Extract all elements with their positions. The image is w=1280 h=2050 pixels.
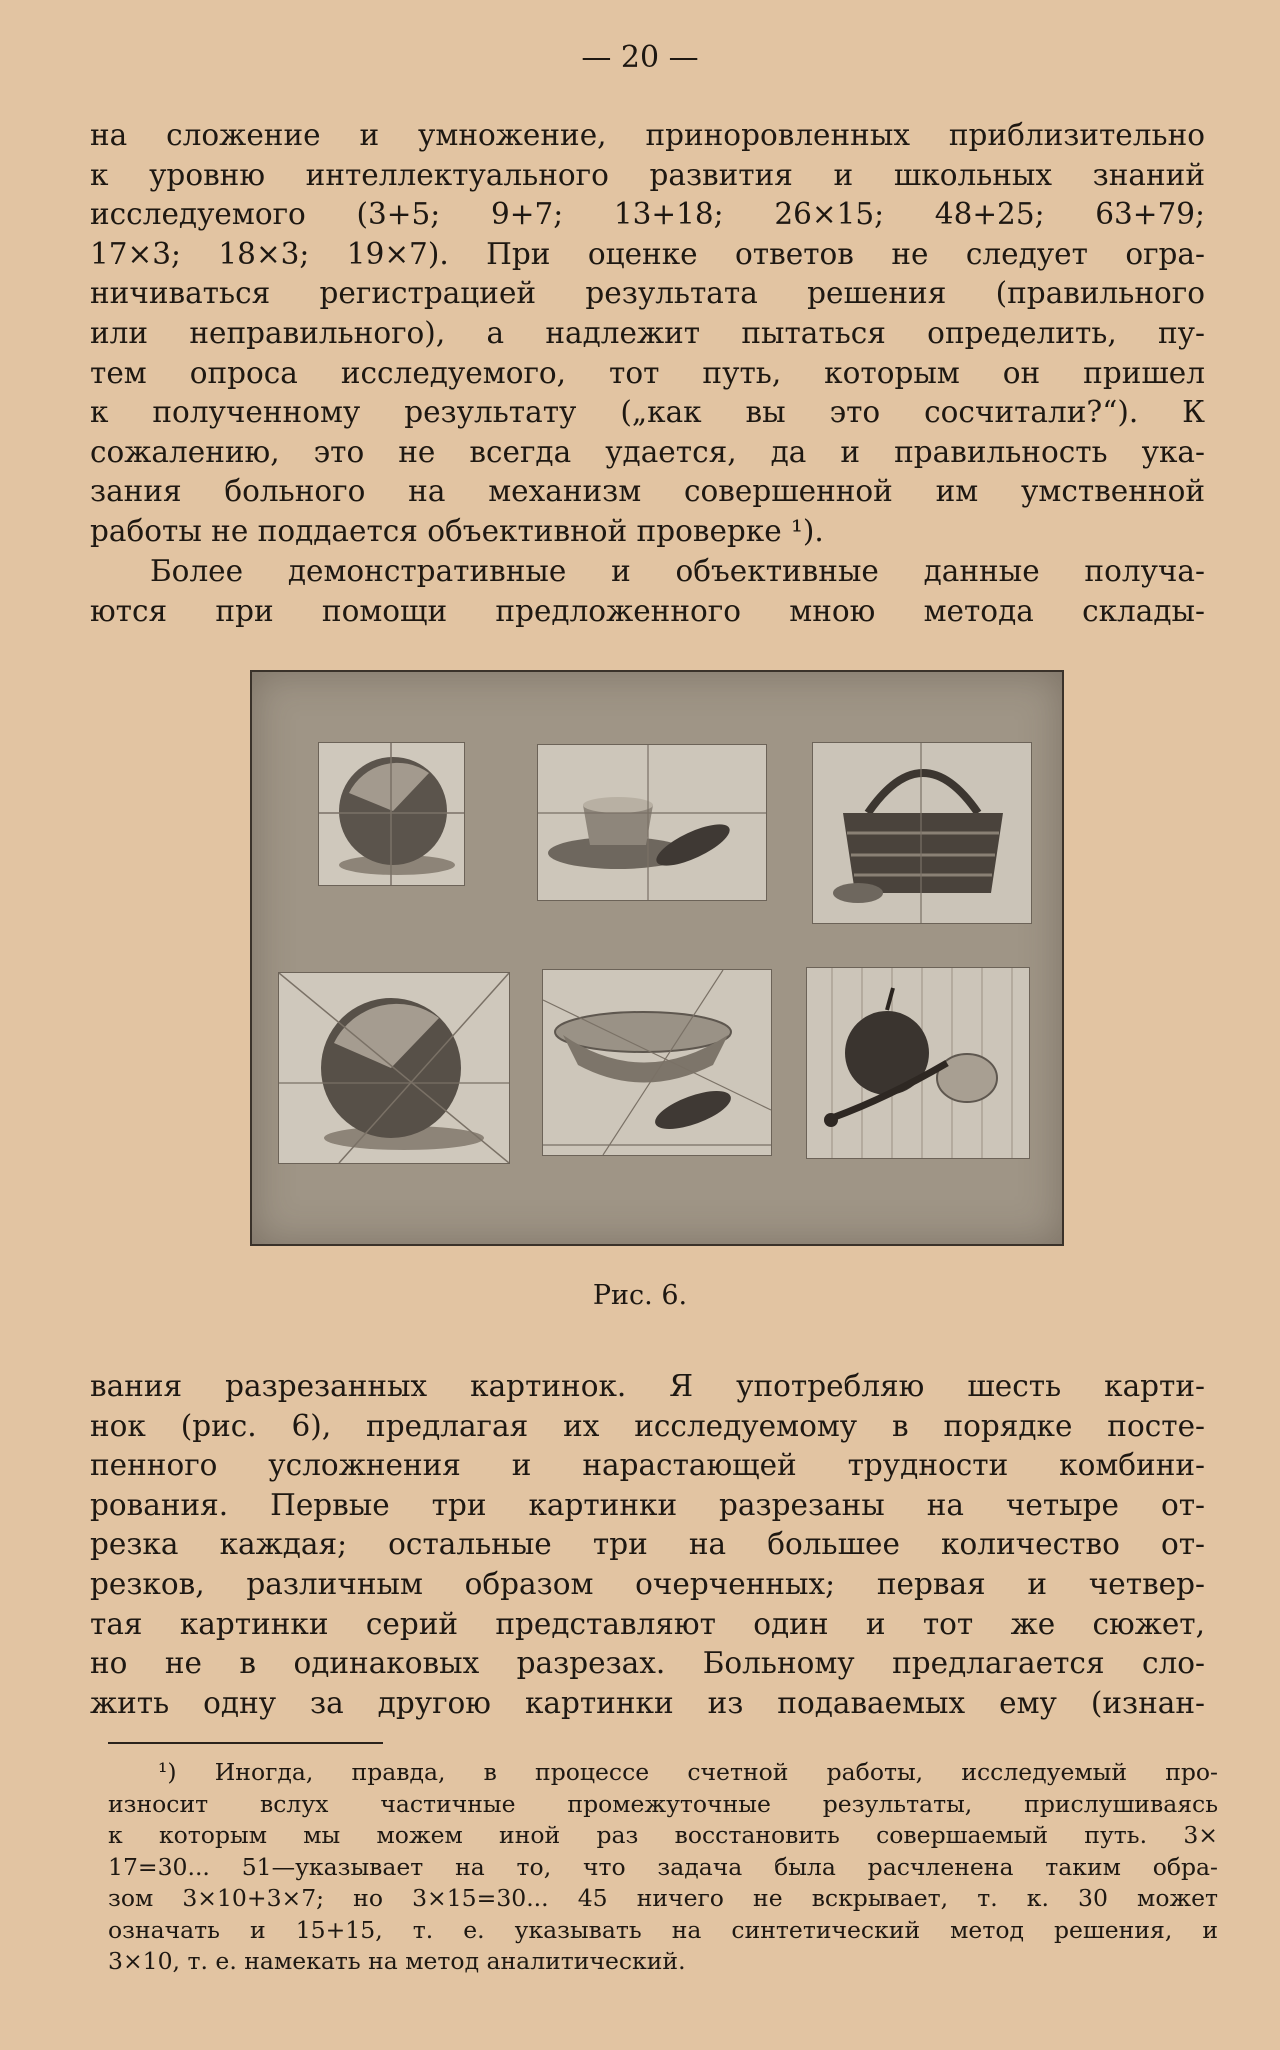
paragraph-3: [90, 1367, 1205, 1723]
page-number: — 20 —: [581, 40, 699, 75]
footnote-line: ¹) Иногда, правда, в процессе счетной работы, исследуемый про-: [158, 1758, 1218, 1786]
text-line: или неправильного), а надлежит пытаться определить, пу-: [90, 315, 1205, 350]
text-line: 17×3; 18×3; 19×7). При оценке ответов не следует огра-: [90, 236, 1205, 271]
text-line: тая картинки серий представляют один и тот же сюжет,: [90, 1606, 1205, 1641]
text-line: на сложение и умножение, приноровленных приблизительно: [90, 118, 1205, 152]
picture-plate-tile: [542, 969, 772, 1156]
picture-cup-tile: [537, 744, 767, 901]
text-line: жить одну за другою картинки из подаваемых ему (изнан-: [90, 1685, 1205, 1720]
text-line: зания больного на механизм совершенной им умственной: [90, 474, 1205, 509]
figure-caption: Рис. 6.: [592, 1280, 688, 1311]
footnote-divider: [108, 1742, 383, 1744]
text-line: к полученному результату („как вы это сосчитали?“). К: [90, 395, 1205, 430]
text-line: Более демонстративные и объективные данные получа-: [150, 554, 1205, 588]
apple-icon: [807, 968, 1029, 1158]
picture-ball-cut-tile: [278, 972, 510, 1164]
text-line: исследуемого (3+5; 9+7; 13+18; 26×15; 48+25; 63+79;: [90, 197, 1205, 232]
ball-icon: [319, 743, 464, 885]
footnote-line: 17=30... 51—указывает на то, что задача была расчленена таким обра-: [108, 1852, 1218, 1881]
footnote-line: 3×10, т. е. намекать на метод аналитический.: [108, 1947, 686, 1975]
text-line: но не в одинаковых разрезах. Больному предлагается сло-: [90, 1646, 1205, 1681]
text-line: резка каждая; остальные три на большее количество от-: [90, 1527, 1205, 1562]
footnote-line: к которым мы можем иной раз восстановить совершаемый путь. 3×: [108, 1821, 1218, 1849]
footnote: [108, 1757, 1218, 1978]
picture-basket-tile: [812, 742, 1032, 924]
paragraph-1: [90, 116, 1205, 552]
picture-apple-tile: [806, 967, 1030, 1159]
text-line: рования. Первые три картинки разрезаны на четыре от-: [90, 1487, 1205, 1522]
text-line: нок (рис. 6), предлагая их исследуемому в порядке посте-: [90, 1408, 1205, 1443]
paragraph-2: [90, 552, 1205, 631]
text-line: тем опроса исследуемого, тот путь, которым он пришел: [90, 355, 1205, 390]
text-line: к уровню интеллектуального развития и школьных знаний: [90, 157, 1205, 192]
basket-icon: [813, 743, 1031, 923]
text-line: пенного усложнения и нарастающей трудности комбини-: [90, 1448, 1205, 1483]
text-line: вания разрезанных картинок. Я употребляю шесть карти-: [90, 1369, 1205, 1403]
footnote-line: износит вслух частичные промежуточные результаты, прислушиваясь: [108, 1789, 1218, 1818]
footnote-line: означать и 15+15, т. е. указывать на синтетический метод решения, и: [108, 1915, 1218, 1944]
text-line: ничиваться регистрацией результата решения (правильного: [90, 276, 1205, 311]
ball-icon: [279, 973, 509, 1163]
footnote-line: зом 3×10+3×7; но 3×15=30... 45 ничего не вскрывает, т. к. 30 может: [108, 1884, 1218, 1912]
cup-icon: [538, 745, 766, 900]
figure-6-cut-pictures: [250, 670, 1064, 1246]
text-line: сожалению, это не всегда удается, да и правильность ука-: [90, 434, 1205, 469]
plate-icon: [543, 970, 771, 1155]
text-line: работы не поддается объективной проверке ¹).: [90, 513, 824, 548]
text-line: резков, различным образом очерченных; первая и четвер-: [90, 1566, 1205, 1601]
picture-ball-tile: [318, 742, 465, 886]
text-line: ются при помощи предложенного мною метода склады-: [90, 593, 1205, 628]
